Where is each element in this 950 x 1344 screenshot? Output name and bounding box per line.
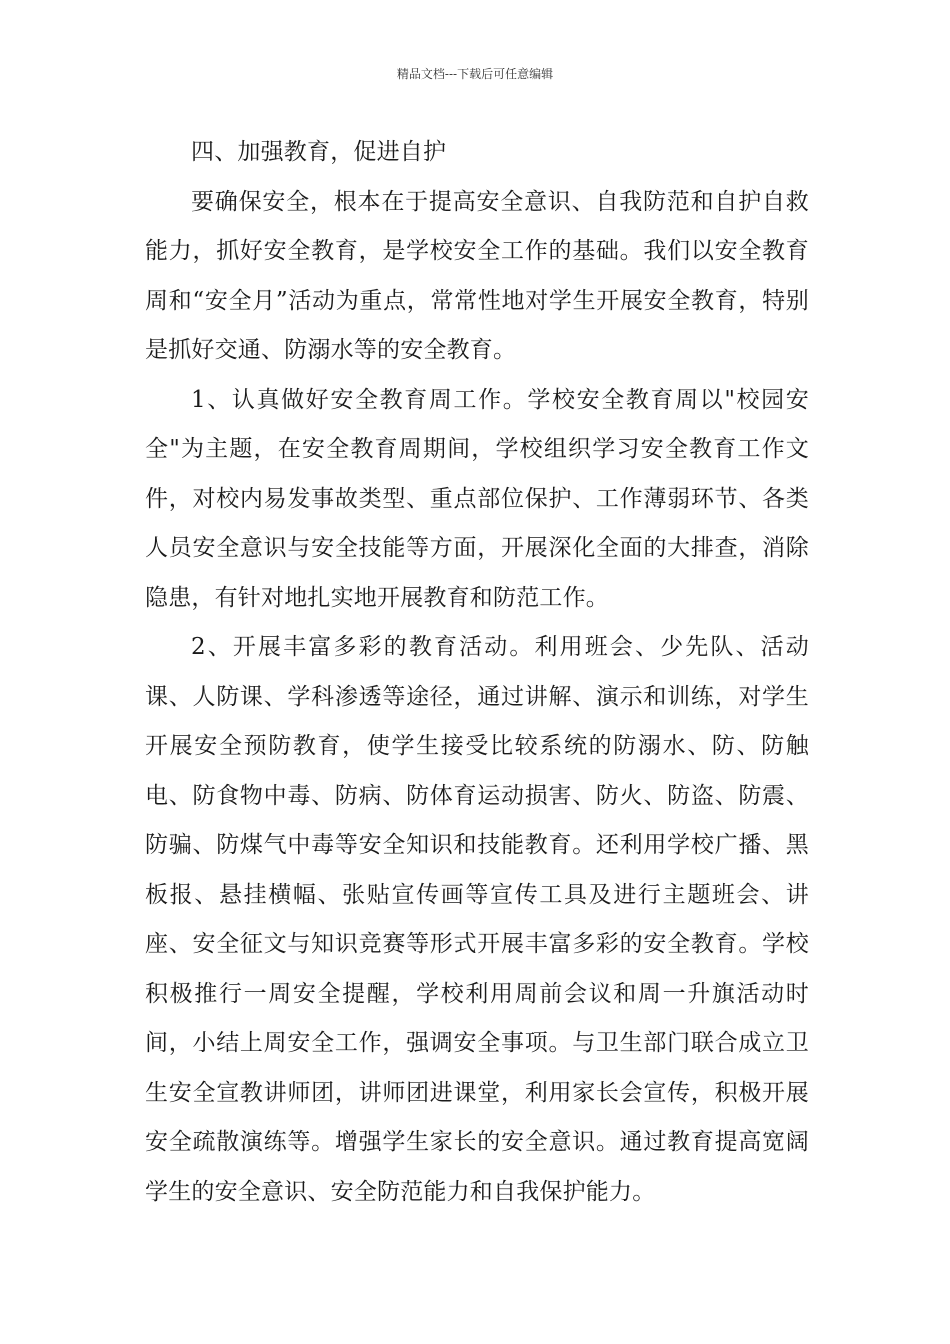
- page-header: 精品文档---下载后可任意编辑: [396, 67, 554, 81]
- section-heading: 四、加强教育，促进自护: [191, 139, 447, 165]
- document-body: [145, 128, 809, 1217]
- paragraph-intro: 要确保安全，根本在于提高安全意识、自我防范和自护自救能力，抓好安全教育，是学校安全工作的基础。我们以安全教育周和“安全月”活动为重点，常常性地对学生开展安全教育，特别是抓好交通、防溺水等的安全教育。: [145, 188, 809, 363]
- paragraph-item-1: 1、认真做好安全教育周工作。学校安全教育周以"校园安全"为主题，在安全教育周期间，学校组织学习安全教育工作文件，对校内易发事故类型、重点部位保护、工作薄弱环节、各类人员安全意识与安全技能等方面，开展深化全面的大排查，消除隐患，有针对地扎实地开展教育和防范工作。: [145, 386, 809, 611]
- paragraph-item-2: 2、开展丰富多彩的教育活动。利用班会、少先队、活动课、人防课、学科渗透等途径，通过讲解、演示和训练，对学生开展安全预防教育，使学生接受比较系统的防溺水、防、防触电、防食物中毒、防病、防体育运动损害、防火、防盗、防震、防骗、防煤气中毒等安全知识和技能教育。还利用学校广播、黑板报、悬挂横幅、张贴宣传画等宣传工具及进行主题班会、讲座、安全征文与知识竞赛等形式开展丰富多彩的安全教育。学校积极推行一周安全提醒，学校利用周前会议和周一升旗活动时间，小结上周安全工作，强调安全事项。与卫生部门联合成立卫生安全宣教讲师团，讲师团进课堂，利用家长会宣传，积极开展安全疏散演练等。增强学生家长的安全意识。通过教育提高宽阔学生的安全意识、安全防范能力和自我保护能力。: [145, 634, 809, 1205]
